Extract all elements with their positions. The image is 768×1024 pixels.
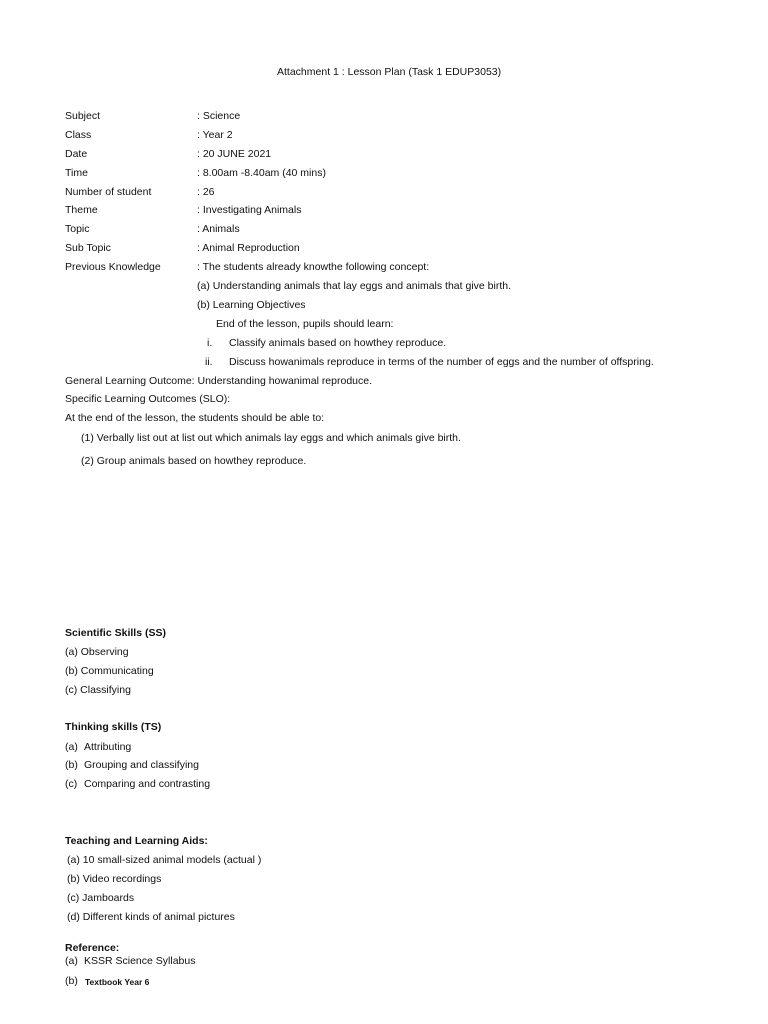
- info-label-class: Class: [65, 129, 92, 141]
- info-value-topic: : Animals: [197, 223, 240, 235]
- info-label-students: Number of student: [65, 186, 152, 198]
- info-label-date: Date: [65, 148, 88, 160]
- aid-item: (a) 10 small-sized animal models (actual ): [67, 854, 262, 866]
- info-label-time: Time: [65, 167, 88, 179]
- scientific-skills-heading: Scientific Skills (SS): [65, 627, 166, 639]
- slo-item-2: (2) Group animals based on howthey reproduce.: [81, 455, 307, 467]
- info-value-class: : Year 2: [197, 129, 233, 141]
- document-title: Attachment 1 : Lesson Plan (Task 1 EDUP3053): [277, 66, 502, 78]
- info-label-topic: Topic: [65, 223, 90, 235]
- reference-text: Textbook Year 6: [85, 977, 150, 987]
- general-learning-outcome: General Learning Outcome: Understanding howanimal reproduce.: [65, 375, 373, 387]
- info-value-date: : 20 JUNE 2021: [197, 148, 272, 160]
- info-value-prev-knowledge: : The students already knowthe following concept:: [197, 261, 430, 273]
- aid-item: (c) Jamboards: [67, 892, 135, 904]
- reference-text: KSSR Science Syllabus: [84, 955, 196, 967]
- prev-knowledge-a: (a) Understanding animals that lay eggs and animals that give birth.: [197, 280, 512, 292]
- objective-num-1: i.: [207, 337, 213, 349]
- prev-knowledge-b: (b) Learning Objectives: [197, 299, 306, 311]
- info-label-subtopic: Sub Topic: [65, 242, 111, 254]
- scientific-skill-item: (a) Observing: [65, 646, 129, 658]
- objective-num-2: ii.: [205, 356, 213, 368]
- info-value-time: : 8.00am -8.40am (40 mins): [197, 167, 326, 179]
- info-value-subject: : Science: [197, 110, 241, 122]
- thinking-skill-text: Attributing: [84, 741, 132, 753]
- thinking-skill-text: Comparing and contrasting: [84, 778, 211, 790]
- info-label-theme: Theme: [65, 204, 98, 216]
- info-label-prev-knowledge: Previous Knowledge: [65, 261, 161, 273]
- info-label-subject: Subject: [65, 110, 101, 122]
- info-value-students: : 26: [197, 186, 215, 198]
- scientific-skill-item: (b) Communicating: [65, 665, 154, 677]
- slo-intro: At the end of the lesson, the students should be able to:: [65, 412, 325, 424]
- info-value-theme: : Investigating Animals: [197, 204, 302, 216]
- reference-label: (a): [65, 955, 78, 967]
- objective-text-2: Discuss howanimals reproduce in terms of the number of eggs and the number of offspring.: [229, 356, 654, 368]
- scientific-skill-item: (c) Classifying: [65, 684, 131, 696]
- reference-label: (b): [65, 975, 78, 987]
- aid-item: (d) Different kinds of animal pictures: [67, 911, 235, 923]
- info-value-subtopic: : Animal Reproduction: [197, 242, 300, 254]
- thinking-skill-text: Grouping and classifying: [84, 759, 199, 771]
- objectives-intro: End of the lesson, pupils should learn:: [216, 318, 394, 330]
- slo-item-1: (1) Verbally list out at list out which animals lay eggs and which animals give birth.: [81, 432, 461, 444]
- thinking-skills-heading: Thinking skills (TS): [65, 721, 162, 733]
- reference-heading: Reference:: [65, 942, 120, 954]
- thinking-skill-label: (a): [65, 741, 78, 753]
- thinking-skill-label: (c): [65, 778, 78, 790]
- thinking-skill-label: (b): [65, 759, 78, 771]
- aids-heading: Teaching and Learning Aids:: [65, 835, 208, 847]
- slo-heading: Specific Learning Outcomes (SLO):: [65, 393, 231, 405]
- aid-item: (b) Video recordings: [67, 873, 162, 885]
- objective-text-1: Classify animals based on howthey reproduce.: [229, 337, 447, 349]
